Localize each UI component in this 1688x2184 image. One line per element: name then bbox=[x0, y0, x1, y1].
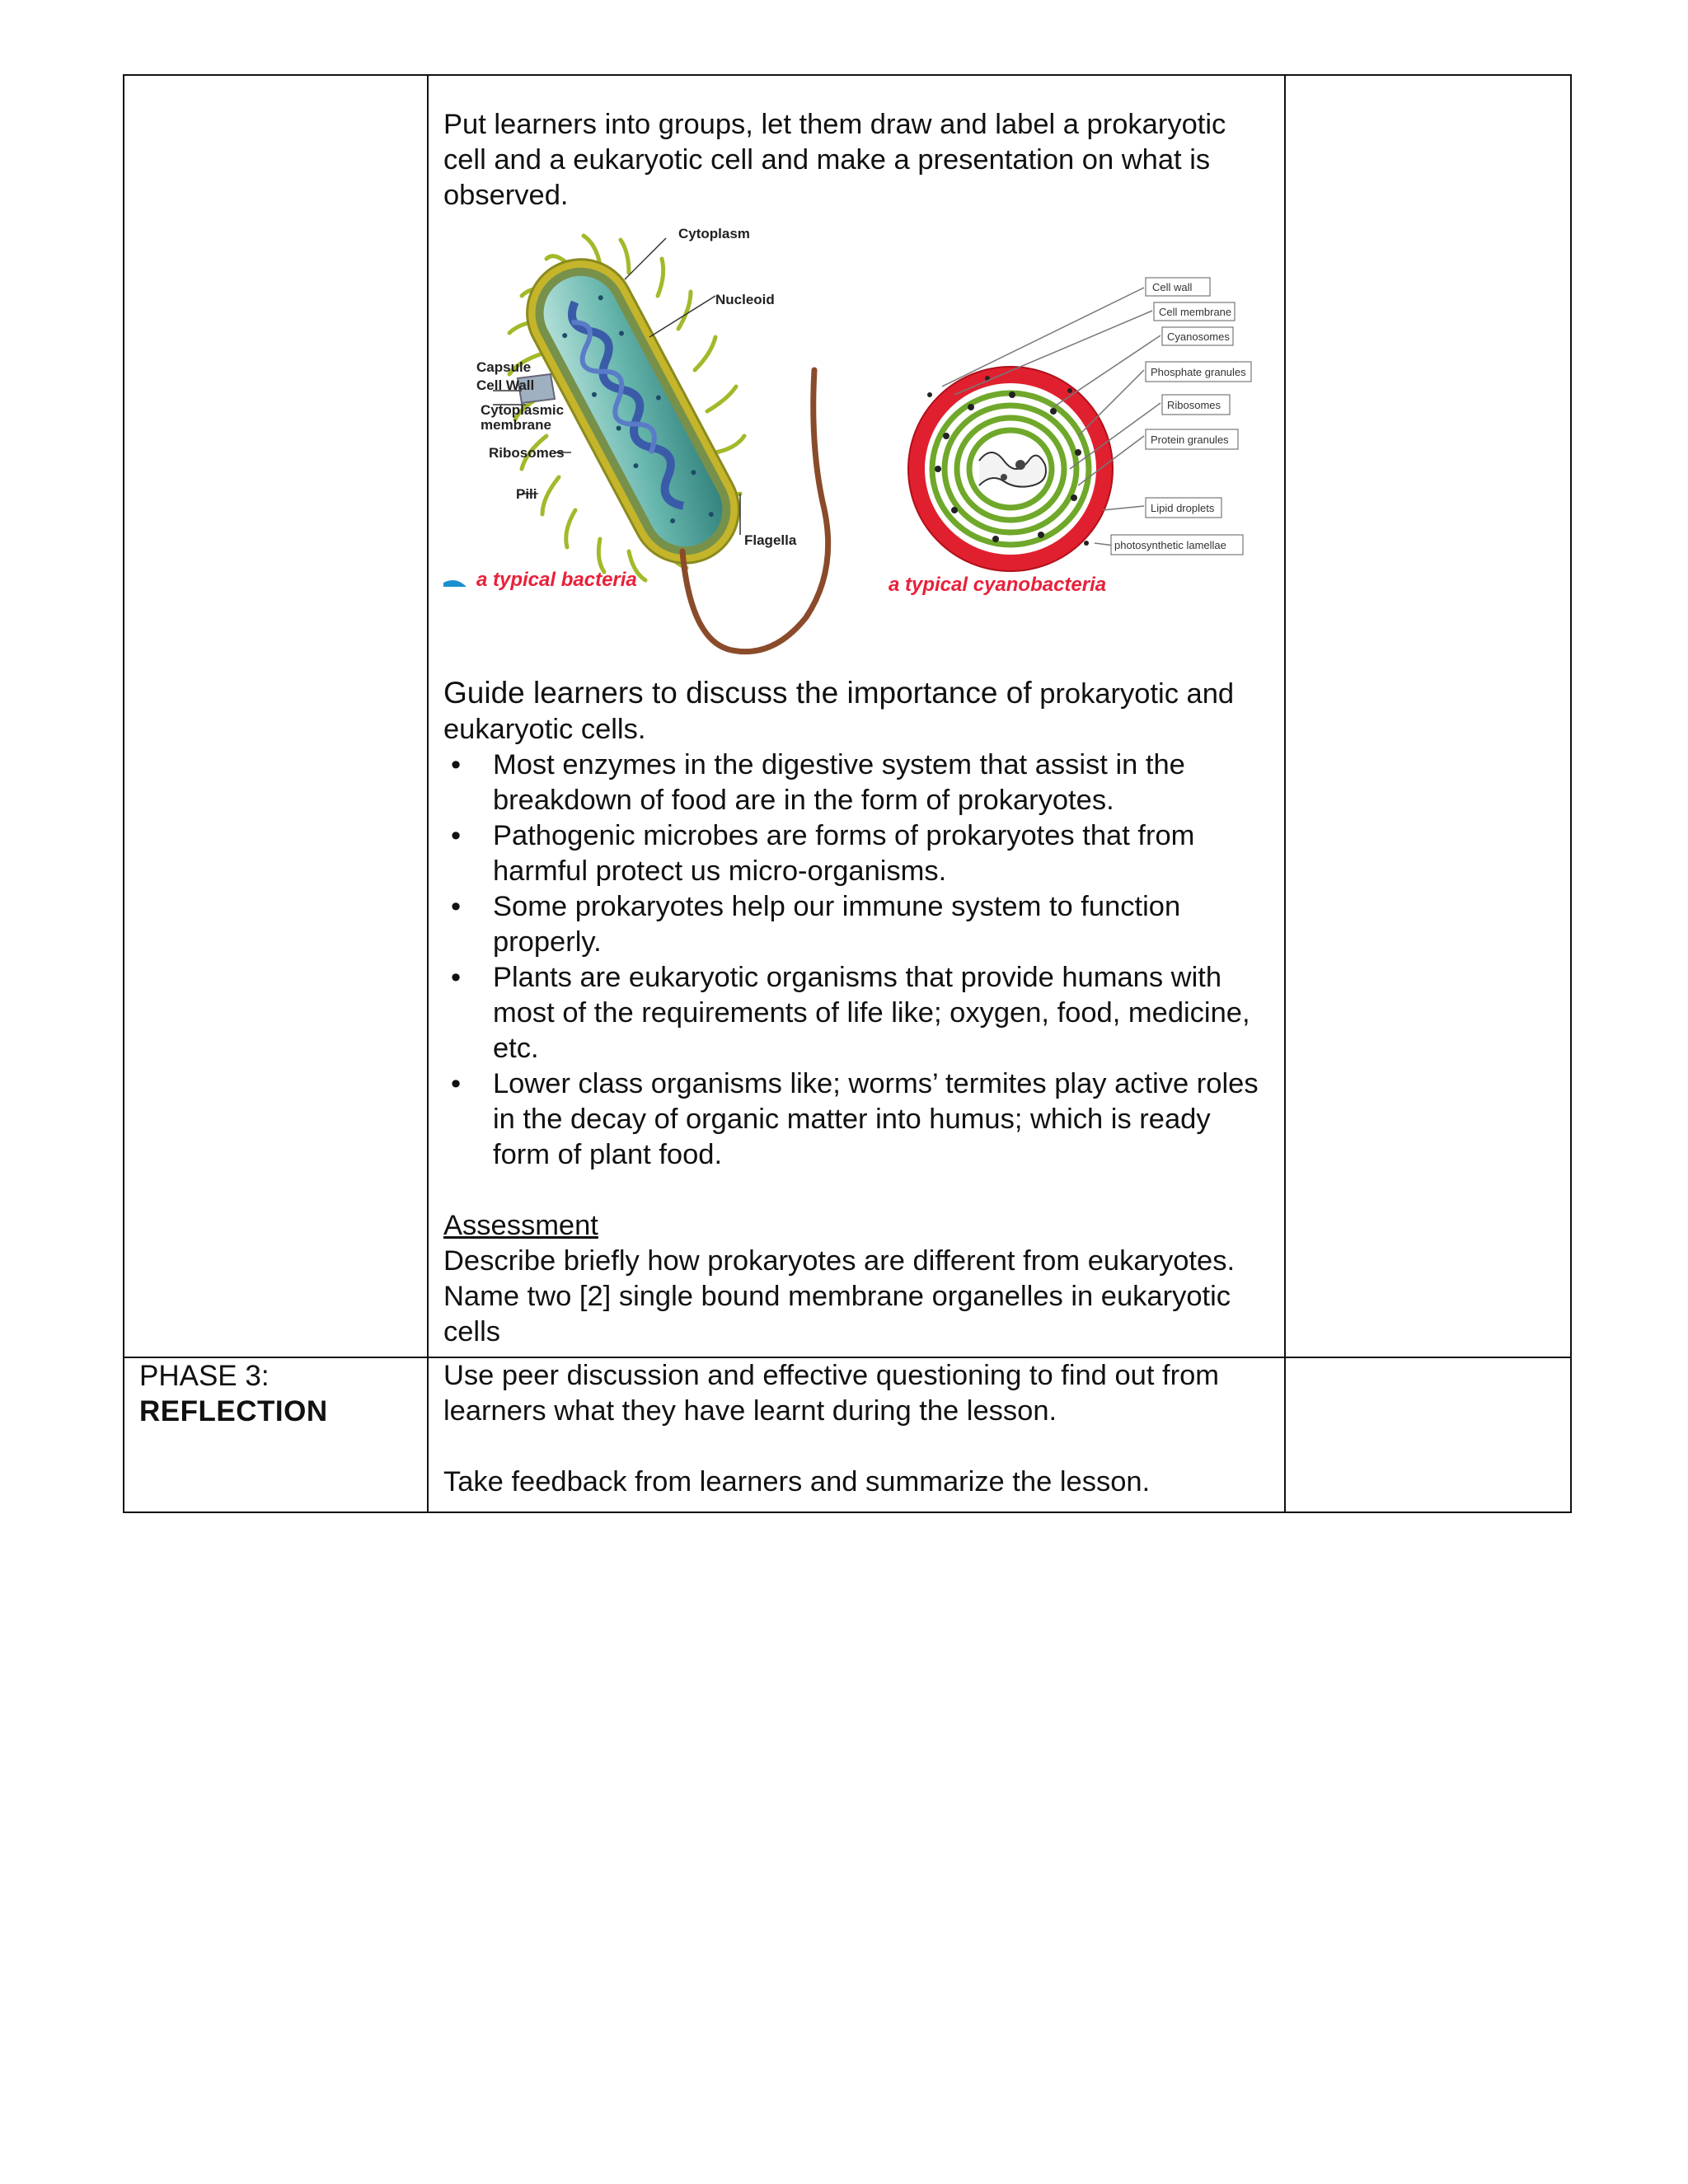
label-flagella: Flagella bbox=[744, 532, 797, 548]
list-item: • Plants are eukaryotic organisms that provide humans with most of the requirements of life like; oxygen, food, medicine, etc. bbox=[443, 960, 1268, 1066]
notes-column-cell-empty bbox=[1285, 75, 1571, 1357]
corner-blue-mark bbox=[443, 580, 467, 587]
cyanobacteria-diagram bbox=[814, 278, 1251, 597]
label-photosynthetic-lamellae: photosynthetic lamellae bbox=[1114, 539, 1226, 551]
phase-label: PHASE 3: bbox=[139, 1360, 270, 1392]
intro-instruction: Put learners into groups, let them draw and label a prokaryotic cell and a eukaryotic cell and make a presentation on what is observed. bbox=[443, 109, 1226, 211]
label-protein-granules: Protein granules bbox=[1151, 434, 1229, 446]
label-lipid-droplets: Lipid droplets bbox=[1151, 502, 1215, 514]
list-item: • Most enzymes in the digestive system that assist in the breakdown of food are in the form of prokaryotes. bbox=[443, 748, 1268, 818]
list-item: • Some prokaryotes help our immune system to function properly. bbox=[443, 889, 1268, 960]
list-item: • Lower class organisms like; worms’ termites play active roles in the decay of organic matter into humus; which is ready form of plant food. bbox=[443, 1066, 1268, 1173]
label-pili: Pili bbox=[516, 486, 537, 502]
table-row bbox=[124, 75, 1571, 1357]
label-cyano-cell-wall: Cell wall bbox=[1152, 281, 1193, 293]
cyanobacteria-caption: a typical cyanobacteria bbox=[889, 574, 1107, 596]
guide-rest: prokaryotic and eukaryotic cells. bbox=[443, 678, 1235, 745]
cell-diagrams-figure bbox=[443, 213, 1268, 675]
label-cyano-ribosomes: Ribosomes bbox=[1167, 399, 1221, 411]
bullet-icon: • bbox=[450, 1068, 462, 1099]
list-item: • Pathogenic microbes are forms of prokaryotes that from harmful protect us micro-organisms. bbox=[443, 818, 1268, 889]
bullet-icon: • bbox=[450, 891, 462, 922]
label-membrane: membrane bbox=[481, 417, 551, 433]
phase-cell bbox=[124, 1357, 428, 1512]
label-cytoplasmic: Cytoplasmic bbox=[481, 402, 565, 418]
label-phosphate-granules: Phosphate granules bbox=[1151, 366, 1246, 378]
label-capsule: Capsule bbox=[476, 359, 532, 375]
bacteria-diagram bbox=[443, 226, 828, 652]
reflection-text-2: Take feedback from learners and summarize the lesson. bbox=[443, 1466, 1151, 1497]
importance-list bbox=[443, 748, 1268, 1173]
label-cytoplasm: Cytoplasm bbox=[678, 226, 750, 241]
lesson-plan-table bbox=[123, 74, 1572, 1513]
label-cell-wall: Cell Wall bbox=[476, 377, 535, 393]
reflection-text-1: Use peer discussion and effective questioning to find out from learners what they have learnt during the lesson. bbox=[443, 1360, 1220, 1427]
assessment-heading: Assessment bbox=[443, 1210, 598, 1241]
label-nucleoid: Nucleoid bbox=[715, 292, 775, 307]
guide-paragraph bbox=[443, 675, 1268, 748]
assessment-question-1: Describe briefly how prokaryotes are different from eukaryotes. bbox=[443, 1245, 1236, 1277]
label-cyano-cell-membrane: Cell membrane bbox=[1159, 306, 1232, 318]
table-row bbox=[124, 1357, 1571, 1512]
notes-column-cell-empty-2 bbox=[1285, 1357, 1571, 1512]
cell-diagrams-svg bbox=[443, 213, 1268, 675]
bacteria-caption: a typical bacteria bbox=[476, 569, 637, 591]
bullet-icon: • bbox=[450, 749, 462, 780]
bullet-icon: • bbox=[450, 820, 462, 851]
bullet-icon: • bbox=[450, 962, 462, 993]
label-ribosomes: Ribosomes bbox=[489, 445, 565, 461]
assessment-question-2: Name two [2] single bound membrane organelles in eukaryotic cells bbox=[443, 1281, 1231, 1347]
label-cyanosomes: Cyanosomes bbox=[1167, 330, 1230, 343]
phase-title: REFLECTION bbox=[139, 1395, 328, 1427]
activity-column-cell bbox=[428, 75, 1285, 1357]
phase-column-cell-empty bbox=[124, 75, 428, 1357]
guide-lead: Guide learners to discuss the importance of bbox=[443, 676, 1032, 710]
reflection-activity-cell bbox=[428, 1357, 1285, 1512]
